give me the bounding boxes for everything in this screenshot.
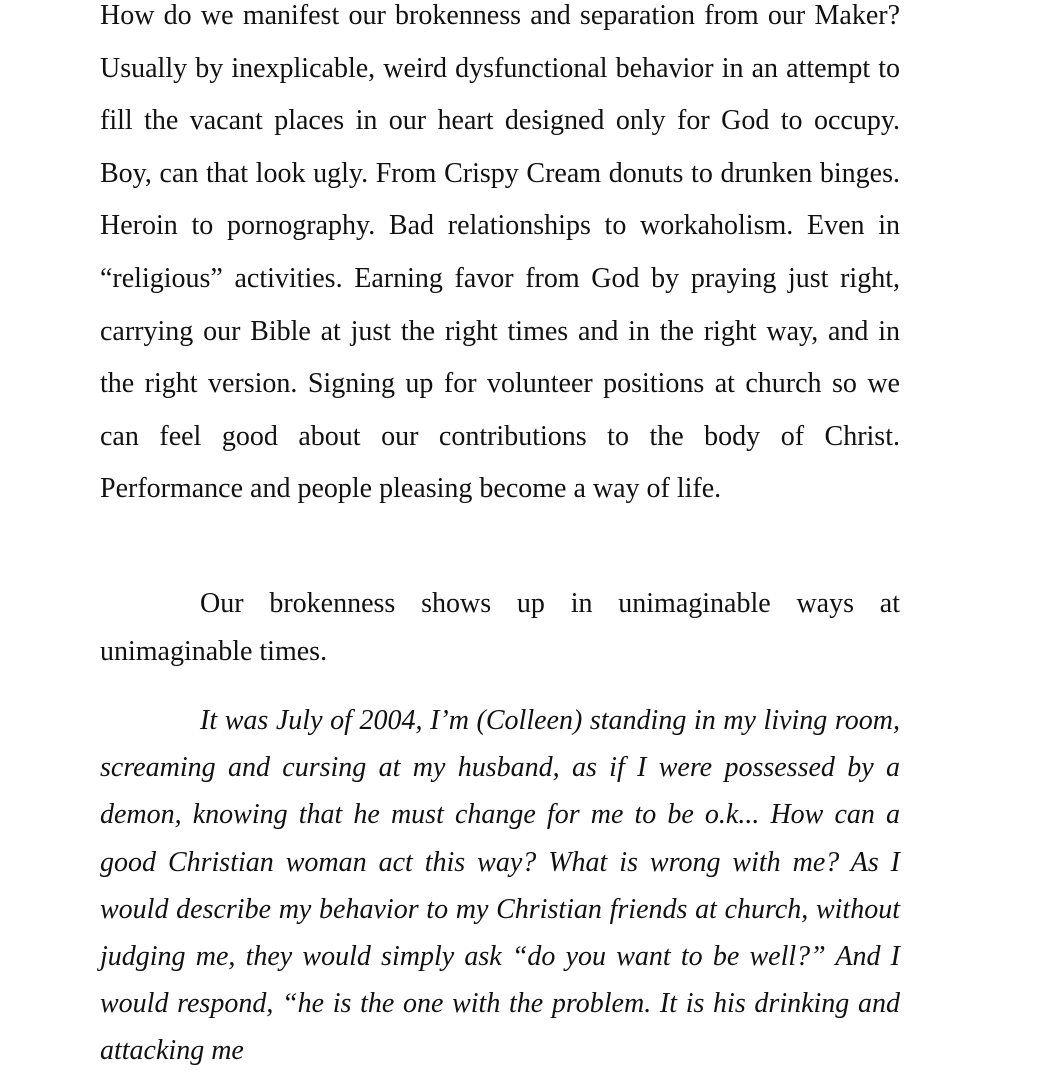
paragraph-brokenness-behaviors (100, 0, 900, 516)
paragraph-text: Maker? Usually by inexplicable, weird dysfunctional behavior in an attempt to fill the vacant places in our heart designed only for God to occupy. Boy, can that look ugly. From Crispy Cream donuts to drunken binges. Heroin to pornography. Bad relationships to workaholism. Even in “religious” activities. Earning favor from God by praying just right, carrying our Bible at just the right times and in the right way, and in the right version. Signing up for volunteer positions at church so we can feel good about our contributions to the body of Christ. Performance and people pleasing become a way of life. (100, 0, 901, 505)
paragraph-colleen-story: It was July of 2004, I’m (Colleen) standing in my living room, screaming and cursing at my husband, as if I were possessed by a demon, knowing that he must change for me to be o.k... How can a good Christian woman act this way? What is wrong with me? As I would describe my behavior to my Christian friends at church, without judging me, they would simply ask “do you want to be well?” And I would respond, “he is the one with the problem. It is his drinking and attacking me (100, 705, 900, 1067)
paragraph-lead-in: How do we manifest our brokenness and separation from our (100, 0, 806, 31)
paragraph-brokenness-shows-up: Our brokenness shows up in unimaginable ways at unimaginable times. (100, 588, 900, 667)
